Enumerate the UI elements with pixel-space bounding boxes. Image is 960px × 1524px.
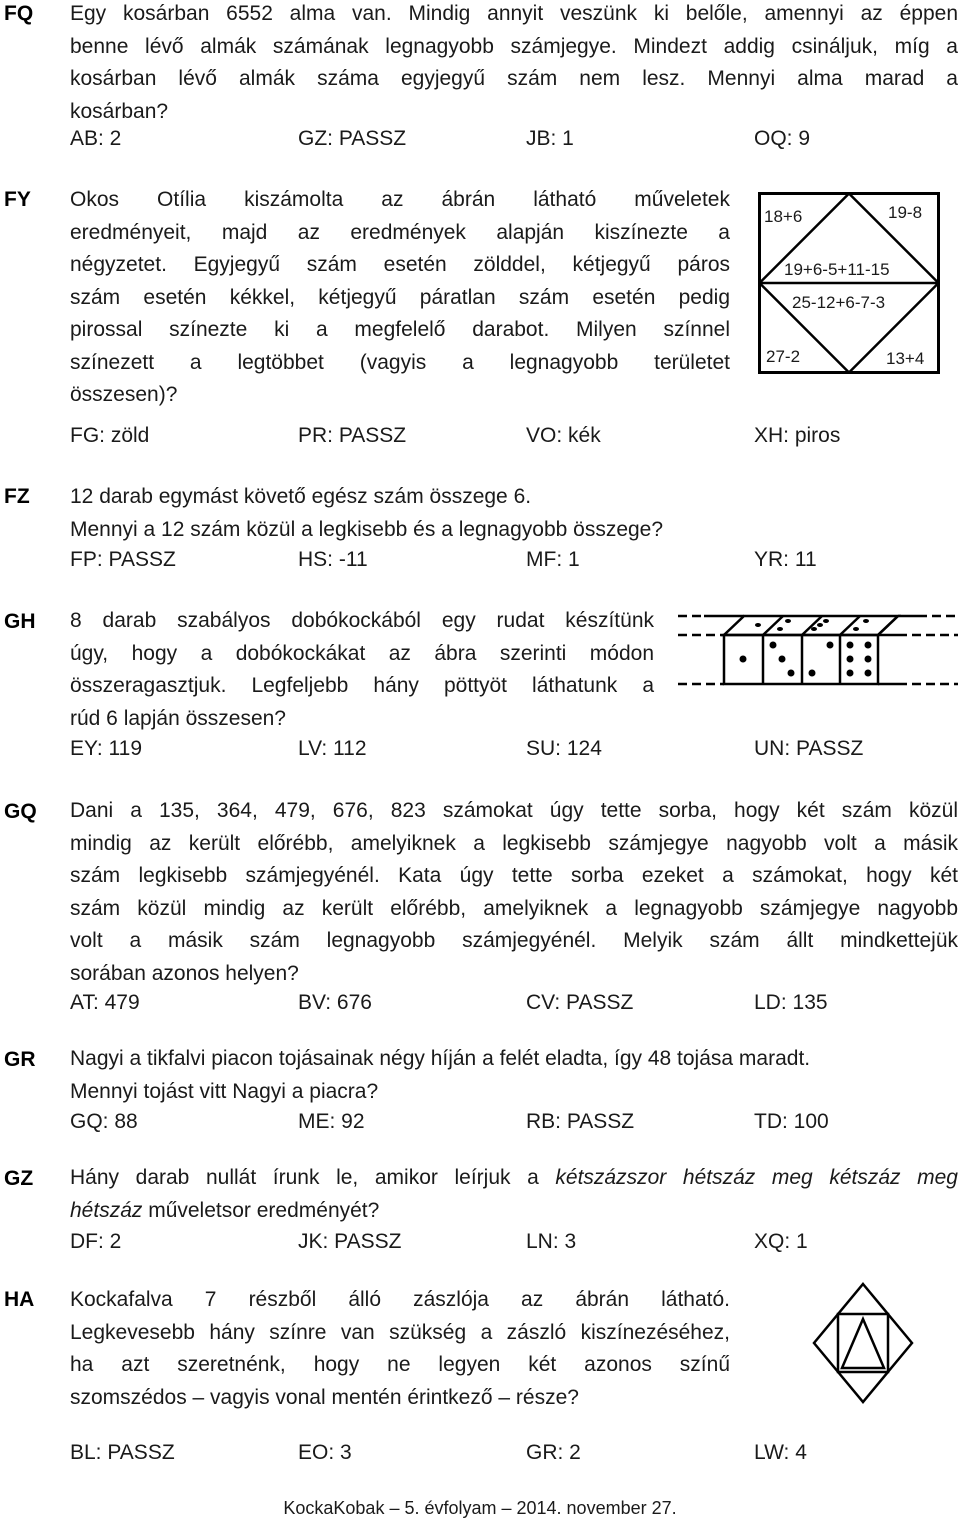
problem-text — [70, 605, 654, 735]
text-line: Nagyi a tikfalvi piacon tojásainak négy híján a felét eladta, így 48 tojása maradt. — [70, 1047, 811, 1070]
text-line: Kockafalva 7 részből álló zászlója az ábrán látható. — [70, 1288, 730, 1311]
text-line: szám esetén kékkel, kétjegyű páratlan szám esetén pedig — [70, 285, 730, 309]
colored-square-figure — [758, 192, 940, 374]
answer-option[interactable]: AT: 479 — [70, 991, 140, 1014]
problem-code: GR — [4, 1048, 36, 1071]
answer-option[interactable]: JB: 1 — [526, 127, 574, 150]
text-line: kosárban? — [70, 99, 169, 123]
answer-option[interactable]: FG: zöld — [70, 424, 150, 447]
answer-option[interactable]: JK: PASSZ — [298, 1230, 402, 1253]
text-segment: műveletsor eredményét? — [142, 1198, 380, 1222]
text-line: színezett a legtöbbet (vagyis a legnagyobb területet — [70, 350, 730, 374]
answer-option[interactable]: LW: 4 — [754, 1441, 807, 1464]
answer-option[interactable]: CV: PASSZ — [526, 991, 634, 1014]
problem-code: FZ — [4, 485, 30, 508]
text-segment: Hány darab nullát írunk le, amikor leírjuk a — [70, 1166, 556, 1189]
answer-option[interactable]: PR: PASSZ — [298, 424, 407, 447]
problem-text — [70, 481, 958, 546]
text-line: úgy, hogy a dobókockákat az ábra szerinti módon — [70, 641, 654, 665]
flag-figure — [812, 1282, 914, 1404]
text-line: összesen)? — [70, 383, 178, 406]
text-line: szomszédos – vagyis vonal mentén érintkező – része? — [70, 1385, 579, 1409]
problem-text — [70, 1284, 730, 1414]
answer-option[interactable]: HS: -11 — [298, 548, 368, 571]
answer-option[interactable]: EO: 3 — [298, 1441, 352, 1464]
text-line: ha azt szeretnénk, hogy ne legyen két azonos színű — [70, 1353, 730, 1376]
answer-option[interactable]: GQ: 88 — [70, 1110, 138, 1133]
dice-rod-figure — [676, 608, 960, 692]
answer-option[interactable]: XQ: 1 — [754, 1230, 808, 1253]
fig-label: 19-8 — [888, 203, 923, 222]
answer-option[interactable]: ME: 92 — [298, 1110, 365, 1133]
text-line: szám közül mindig az került előrébb, amelyiknek a legnagyobb számjegye nagyobb — [70, 896, 958, 920]
answer-option[interactable]: BV: 676 — [298, 991, 372, 1014]
problem-code: GZ — [4, 1167, 34, 1190]
text-line: négyzetet. Egyjegyű szám esetén zölddel, kétjegyű páros — [70, 253, 730, 276]
text-line: pirossal színezte ki a megfelelő darabot. Milyen színnel — [70, 318, 730, 341]
fig-label: 25-12+6-7-3 — [792, 293, 886, 312]
answer-option[interactable]: VO: kék — [526, 424, 601, 447]
answer-option[interactable]: LD: 135 — [754, 991, 828, 1014]
problem-text — [70, 1162, 958, 1227]
answer-option[interactable]: TD: 100 — [754, 1110, 829, 1133]
text-line: mindig az került előrébb, amelyiknek a legkisebb számjegye nagyobb volt a másik — [70, 831, 958, 855]
answer-option[interactable]: BL: PASSZ — [70, 1441, 175, 1464]
page-footer: KockaKobak – 5. évfolyam – 2014. november 27. — [283, 1498, 677, 1518]
fig-label: 19+6-5+11-15 — [784, 260, 890, 279]
answer-option[interactable]: AB: 2 — [70, 127, 122, 150]
text-line: Legkevesebb hány színre van szükség a zászló kiszínezéséhez, — [70, 1320, 730, 1344]
answer-option[interactable]: DF: 2 — [70, 1230, 122, 1253]
answer-option[interactable]: EY: 119 — [70, 737, 143, 760]
text-line: Okos Otília kiszámolta az ábrán látható műveletek — [70, 188, 730, 211]
answer-option[interactable]: XH: piros — [754, 424, 841, 447]
fig-label: 13+4 — [886, 349, 925, 368]
answer-option[interactable]: LV: 112 — [298, 737, 367, 760]
text-line: Dani a 135, 364, 479, 676, 823 számokat úgy tette sorba, hogy két szám közül — [70, 799, 958, 822]
answer-option[interactable]: LN: 3 — [526, 1230, 577, 1253]
text-line: benne lévő almák számának legnagyobb számjegye. Mindezt addig csináljuk, míg a — [70, 34, 958, 58]
problem-text — [70, 1043, 958, 1108]
text-line: Mennyi a 12 szám közül a legkisebb és a legnagyobb összege? — [70, 517, 664, 541]
text-line: kosárban lévő almák száma egyjegyű szám nem lesz. Mennyi alma marad a — [70, 67, 958, 90]
answer-option[interactable]: RB: PASSZ — [526, 1110, 635, 1133]
fig-label: 27-2 — [766, 347, 801, 366]
fig-label: 18+6 — [764, 207, 803, 226]
problem-text — [70, 795, 958, 990]
text-line — [70, 1162, 958, 1195]
text-line: eredményeit, majd az eredmények alapján kiszínezte a — [70, 220, 730, 244]
problem-code: FQ — [4, 2, 34, 25]
text-segment-italic: kétszázszor hétszáz meg kétszáz meg — [555, 1166, 958, 1189]
text-line: szám legkisebb számjegyénél. Kata úgy tette sorba ezeket a számokat, hogy két — [70, 864, 958, 887]
problem-text — [70, 0, 958, 128]
text-line: rúd 6 lapján összesen? — [70, 706, 286, 730]
answer-option[interactable]: GR: 2 — [526, 1441, 581, 1464]
problem-code: GQ — [4, 800, 37, 823]
answer-option[interactable]: SU: 124 — [526, 737, 602, 760]
answer-option[interactable]: OQ: 9 — [754, 127, 811, 150]
text-line: Mennyi tojást vitt Nagyi a piacra? — [70, 1079, 379, 1103]
problem-code: FY — [4, 188, 31, 211]
answer-option[interactable]: MF: 1 — [526, 548, 580, 571]
text-line: összeragasztjuk. Legfeljebb hány pöttyöt láthatunk a — [70, 674, 654, 697]
text-line: 12 darab egymást követő egész szám összege 6. — [70, 485, 532, 508]
problem-code: GH — [4, 610, 36, 633]
answer-option[interactable]: YR: 11 — [754, 548, 817, 571]
answer-option[interactable]: UN: PASSZ — [754, 737, 864, 760]
text-line — [70, 1195, 958, 1228]
text-line: 8 darab szabályos dobókockából egy rudat készítünk — [70, 609, 654, 632]
text-line: sorában azonos helyen? — [70, 961, 299, 985]
text-line: Egy kosárban 6552 alma van. Mindig annyit veszünk ki belőle, amennyi az éppen — [70, 2, 958, 25]
problem-code: HA — [4, 1288, 35, 1311]
text-segment-italic: hétszáz — [70, 1198, 143, 1222]
answer-option[interactable]: GZ: PASSZ — [298, 127, 407, 150]
text-line: volt a másik szám legnagyobb számjegyénél. Melyik szám állt mindkettejük — [70, 929, 958, 952]
problem-text — [70, 184, 730, 412]
answer-option[interactable]: FP: PASSZ — [70, 548, 176, 571]
